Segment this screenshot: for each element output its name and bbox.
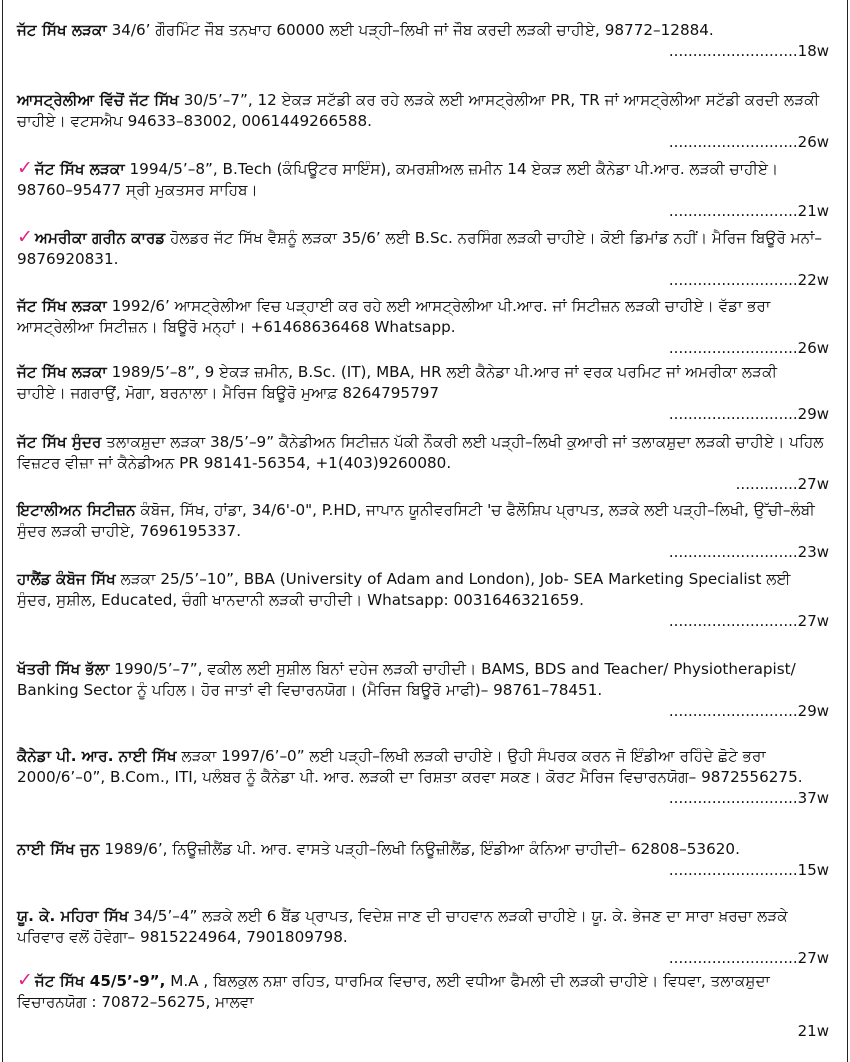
classified-ad-7 — [17, 432, 829, 495]
ad-lead: ਜੱਟ ਸਿੱਖ ਲੜਕਾ — [17, 21, 107, 39]
checkmark-icon: ✓ — [17, 969, 33, 991]
ad-lead: ਅਮਰੀਕਾ ਗਰੀਨ ਕਾਰਡ — [34, 229, 166, 247]
ad-lead: ਜੱਟ ਸਿੱਖ ਲੜਕਾ — [17, 297, 107, 315]
classified-ad-13 — [17, 906, 829, 969]
ad-lead: ਹਾਲੈਂਡ ਕੰਬੋਜ ਸਿੱਖ — [17, 570, 116, 588]
ad-lead: ਜੱਟ ਸਿੱਖ ਲੜਕਾ — [34, 160, 125, 178]
ad-text: 1989/6’, ਨਿਊਜ਼ੀਲੈਂਡ ਪੀ. ਆਰ. ਵਾਸਤੇ ਪੜ੍ਹੀ–ਲਿਖੀ ਨਿਊਜ਼ੀਲੈਂਡ, ਇੰਡੀਆ ਕੰਨਿਆ ਚਾਹੀਦੀ– 62808–53620. — [99, 840, 740, 858]
ad-text: 1994/5’–8”, B.Tech (ਕੰਪਿਊਟਰ ਸਾਇੰਸ), ਕਮਰਸ਼ੀਅਲ ਜ਼ਮੀਨ 14 ਏਕੜ ਲਈ ਕੈਨੇਡਾ ਪੀ.ਆਰ. ਲੜਕੀ ਚਾਹੀਏ। 98760–95477 ਸ੍ਰੀ ਮੁਕਤਸਰ ਸਾਹਿਬ। — [17, 160, 779, 199]
ad-text: 1990/5’–7”, ਵਕੀਲ ਲਈ ਸੁਸ਼ੀਲ ਬਿਨਾਂ ਦਹੇਜ ਲੜਕੀ ਚਾਹੀਦੀ। BAMS, BDS and Teacher/ Physiotherapist/ Banking Sector ਨੂੰ ਪਹਿਲ। ਹੋਰ ਜਾਤਾਂ ਵੀ ਵਿਚਾਰਨਯੋਗ। (ਮੈਰਿਜ ਬਿਊਰੋ ਮਾਫੀ)– 98761–78451. — [17, 660, 796, 699]
classified-ad-8 — [17, 500, 829, 563]
ad-lead: ਜੱਟ ਸਿੱਖ ਸੁੰਦਰ — [17, 433, 102, 451]
ad-text: M.A , ਬਿਲਕੁਲ ਨਸ਼ਾ ਰਹਿਤ, ਧਾਰਮਿਕ ਵਿਚਾਰ, ਲਈ ਵਧੀਆ ਫੈਮਲੀ ਦੀ ਲੜਕੀ ਚਾਹੀਏ। ਵਿਧਵਾ, ਤਲਾਕਸ਼ੁਦਾ ਵਿਚਾਰਨਯੋਗ : 70872–56275, ਮਾਲਵਾ — [17, 972, 770, 1011]
ad-text: 34/5’–4” ਲੜਕੇ ਲਈ 6 ਬੈਂਡ ਪ੍ਰਾਪਤ, ਵਿਦੇਸ਼ ਜਾਣ ਦੀ ਚਾਹਵਾਨ ਲੜਕੀ ਚਾਹੀਏ। ਯੂ. ਕੇ. ਭੇਜਣ ਦਾ ਸਾਰਾ ਖ਼ਰਚਾ ਲੜਕੇ ਪਰਿਵਾਰ ਵਲੋਂ ਹੋਵੇਗਾ– 9815224964, 7901809798. — [17, 907, 788, 946]
left-border — [2, 0, 3, 1062]
classified-ad-5 — [17, 296, 829, 359]
ad-word-count: ...........................29w — [668, 702, 829, 720]
ad-lead: ਕੈਨੇਡਾ ਪੀ. ਆਰ. ਨਾਈ ਸਿੱਖ — [17, 747, 177, 765]
ad-lead: ਖੱਤਰੀ ਸਿੱਖ ਭੱਲਾ — [17, 660, 110, 678]
ad-word-count: ...........................29w — [668, 405, 829, 423]
ad-word-count: ...........................18w — [668, 42, 829, 60]
classified-ad-2 — [17, 90, 829, 153]
checkmark-icon: ✓ — [17, 157, 33, 179]
ad-word-count: ...........................15w — [668, 861, 829, 879]
checkmark-icon: ✓ — [17, 226, 33, 248]
ad-text: ਲੜਕਾ 25/5’–10”, BBA (University of Adam and London), Job- SEA Marketing Specialist ਲਈ ਸੁੰਦਰ, ਸੁਸ਼ੀਲ, Educated, ਚੰਗੀ ਖਾਨਦਾਨੀ ਲੜਕੀ ਚਾਹੀਦੀ। Whatsapp: 0031646321659. — [17, 570, 791, 609]
ad-word-count: ...........................26w — [668, 133, 829, 151]
ad-text: 30/5’–7”, 12 ਏਕੜ ਸਟੱਡੀ ਕਰ ਰਹੇ ਲੜਕੇ ਲਈ ਆਸਟ੍ਰੇਲੀਆ PR, TR ਜਾਂ ਆਸਟ੍ਰੇਲੀਆ ਸਟੱਡੀ ਕਰਦੀ ਲੜਕੀ ਚਾਹੀਏ। ਵਟਸਐਪ 94633–83002, 0061449266588. — [17, 91, 820, 130]
ad-text: 34/6’ ਗੌਰਮਿੰਟ ਜੌਬ ਤਨਖਾਹ 60000 ਲਈ ਪੜ੍ਹੀ–ਲਿਖੀ ਜਾਂ ਜੌਬ ਕਰਦੀ ਲੜਕੀ ਚਾਹੀਏ, 98772–12884. — [106, 21, 714, 39]
classified-ad-9 — [17, 569, 829, 632]
classified-ad-3 — [17, 158, 829, 222]
ad-word-count: .............27w — [735, 475, 829, 493]
ad-word-count: ...........................22w — [668, 271, 829, 289]
ad-lead: ਆਸਟ੍ਰੇਲੀਆ ਵਿੱਚੋਂ ਜੱਟ ਸਿੱਖ — [17, 91, 179, 109]
ad-lead: ਜੱਟ ਸਿੱਖ 45/5’-9”, — [34, 972, 166, 990]
classified-ad-6 — [17, 362, 829, 425]
ad-lead: ਜੱਟ ਸਿੱਖ ਲੜਕਾ — [17, 363, 107, 381]
ad-word-count: ...........................27w — [668, 612, 829, 630]
ad-lead: ਇਟਾਲੀਅਨ ਸਿਟੀਜ਼ਨ — [17, 501, 136, 519]
classified-ad-4 — [17, 227, 829, 291]
ad-text: ਕੰਬੋਜ, ਸਿੱਖ, ਹਾਂਡਾ, 34/6'-0", P.HD, ਜਾਪਾਨ ਯੂਨੀਵਰਸਿਟੀ 'ਚ ਫੈਲੋਸ਼ਿਪ ਪ੍ਰਾਪਤ, ਲੜਕੇ ਲਈ ਪੜ੍ਹੀ–ਲਿਖੀ, ਉੱਚੀ–ਲੰਬੀ ਸੁੰਦਰ ਲੜਕੀ ਚਾਹੀਏ, 7696195337. — [17, 501, 815, 540]
ad-text: 1992/6’ ਆਸਟ੍ਰੇਲੀਆ ਵਿਚ ਪੜ੍ਹਾਈ ਕਰ ਰਹੇ ਲਈ ਆਸਟ੍ਰੇਲੀਆ ਪੀ.ਆਰ. ਜਾਂ ਸਿਟੀਜ਼ਨ ਲੜਕੀ ਚਾਹੀਏ। ਵੱਡਾ ਭਰਾ ਆਸਟ੍ਰੇਲੀਆ ਸਿਟੀਜ਼ਨ। ਬਿਊਰੋ ਮਨ੍ਹਾਂ। +61468636468 Whatsapp. — [17, 297, 771, 336]
ad-word-count: ...........................27w — [668, 949, 829, 967]
classified-ad-11 — [17, 746, 829, 809]
ad-word-count: ...........................23w — [668, 543, 829, 561]
ad-text: ਹੋਲਡਰ ਜੱਟ ਸਿੱਖ ਵੈਸ਼ਨੂੰ ਲੜਕਾ 35/6’ ਲਈ B.Sc. ਨਰਸਿੰਗ ਲੜਕੀ ਚਾਹੀਏ। ਕੋਈ ਡਿਮਾਂਡ ਨਹੀਂ। ਮੈਰਿਜ ਬਿਊਰੋ ਮਨਾਂ– 9876920831. — [17, 229, 823, 268]
ad-text: 1989/5’–8”, 9 ਏਕੜ ਜ਼ਮੀਨ, B.Sc. (IT), MBA, HR ਲਈ ਕੈਨੇਡਾ ਪੀ.ਆਰ ਜਾਂ ਵਰਕ ਪਰਮਿਟ ਜਾਂ ਅਮਰੀਕਾ ਲੜਕੀ ਚਾਹੀਏ। ਜਗਰਾਉਂ, ਮੋਗਾ, ਬਰਨਾਲਾ। ਮੈਰਿਜ ਬਿਊਰੋ ਮੁਆਫ਼ 8264795797 — [17, 363, 778, 402]
classified-ad-14 — [17, 970, 829, 1042]
classified-ad-10 — [17, 659, 829, 722]
classified-ad-1 — [17, 20, 829, 62]
ad-word-count: ...........................21w — [668, 202, 829, 220]
ad-word-count: 21w — [797, 1022, 829, 1040]
ad-lead: ਯੂ. ਕੇ. ਮਹਿਰਾ ਸਿੱਖ — [17, 907, 129, 925]
ad-text: ਤਲਾਕਸ਼ੁਦਾ ਲੜਕਾ 38/5’–9” ਕੈਨੇਡੀਅਨ ਸਿਟੀਜ਼ਨ ਪੱਕੀ ਨੌਕਰੀ ਲਈ ਪੜ੍ਹੀ–ਲਿਖੀ ਕੁਆਰੀ ਜਾਂ ਤਲਾਕਸ਼ੁਦਾ ਲੜਕੀ ਚਾਹੀਏ। ਪਹਿਲ ਵਿਜ਼ਟਰ ਵੀਜ਼ਾ ਜਾਂ ਕੈਨੇਡੀਅਨ PR 98141-56354, +1(403)9260080. — [17, 433, 824, 472]
right-border — [847, 0, 848, 1062]
ad-lead: ਨਾਈ ਸਿੱਖ ਜੁਨ — [17, 840, 100, 858]
ad-word-count: ...........................26w — [668, 339, 829, 357]
ad-word-count: ...........................37w — [668, 789, 829, 807]
classified-ad-12 — [17, 839, 829, 881]
ad-text: ਲੜਕਾ 1997/6’–0” ਲਈ ਪੜ੍ਹੀ–ਲਿਖੀ ਲੜਕੀ ਚਾਹੀਏ। ਉਹੀ ਸੰਪਰਕ ਕਰਨ ਜੋ ਇੰਡੀਆ ਰਹਿੰਦੇ ਛੋਟੇ ਭਰਾ 2000/6’–0”, B.Com., ITI, ਪਲੰਬਰ ਨੂੰ ਕੈਨੇਡਾ ਪੀ. ਆਰ. ਲੜਕੀ ਦਾ ਰਿਸ਼ਤਾ ਕਰਵਾ ਸਕਣ। ਕੋਰਟ ਮੈਰਿਜ ਵਿਚਾਰਨਯੋਗ– 9872556275. — [17, 747, 803, 786]
